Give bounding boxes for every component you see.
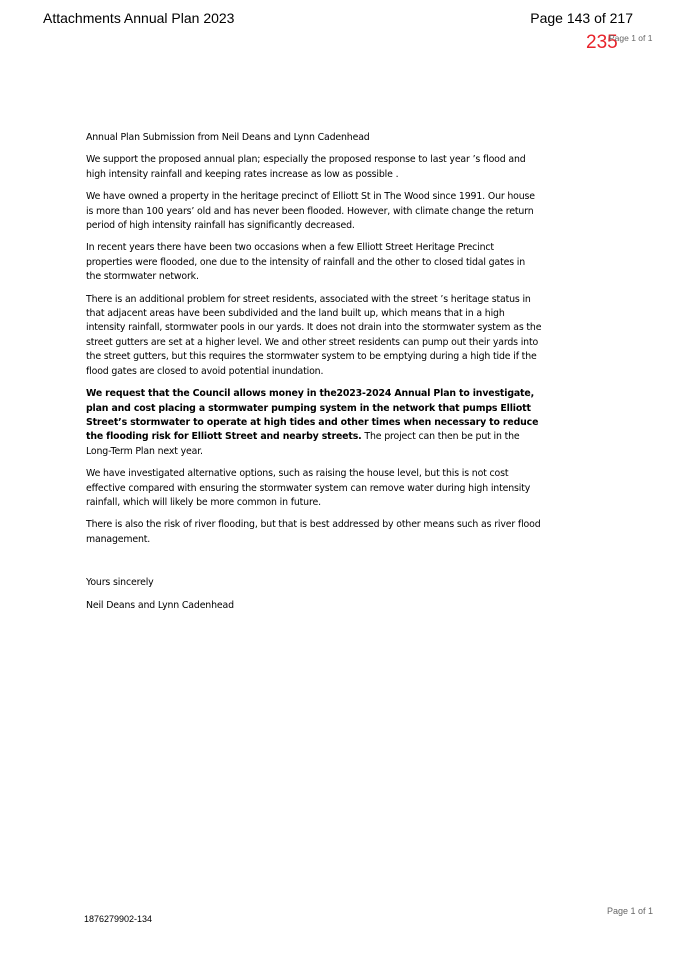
document-header-title: Attachments Annual Plan 2023 [43,10,235,26]
letter-paragraph: We support the proposed annual plan; especially the proposed response to last year ’s flood and high intensity rainfall and keeping rates increase as low as possible . [86,154,526,180]
request-bold-text: We request that the Council allows money in the2023-2024 Annual Plan to investigate, plan and cost placing a stormwater pumping system in the network that pumps Elliott Street’s stormwater to operate at high tides and other times when necessary to reduce the flooding risk for Elliott Street and nearby streets. [86,388,539,443]
letter-heading: Annual Plan Submission from Neil Deans and Lynn Cadenhead [86,132,370,143]
letter-request-paragraph [86,387,542,459]
footer-doc-id: 1876279902-134 [84,914,153,924]
request-normal-text: The project can then be put in the Long-Term Plan next year. [86,431,520,457]
footer-page-label: Page 1 of 1 [606,906,653,916]
letter-paragraph: In recent years there have been two occasions when a few Elliott Street Heritage Precinct properties were flooded, one due to the intensity of rainfall and the other to closed tidal gates in the stormwater network. [86,242,526,283]
page-stamp-number: 235 [586,32,618,53]
letter-paragraph: There is an additional problem for street residents, associated with the street ’s heritage status in that adjacent areas have been subdivided and the land built up, which means that in a high intensity rainfall, stormwater pools in our yards. It does not drain into the stormwater system as the street gutters are set at a higher level. We and other street residents can pump out their yards into the street gutters, but this requires the stormwater system to be emptying during a high tide if the flood gates are closed to avoid potential inundation. [86,293,542,377]
letter-paragraph: We have owned a property in the heritage precinct of Elliott St in The Wood since 1991. Our house is more than 100 years’ old and has never been flooded. However, with climate change the return period of high intensity rainfall has significantly decreased. [86,191,535,232]
letter-paragraph: We have investigated alternative options, such as raising the house level, but this is not cost effective compared with ensuring the stormwater system can remove water during high intensity rainfall, which will likely be more common in future. [86,468,531,508]
letter-closing: Yours sincerely [86,577,154,589]
spacer [86,555,542,576]
letter-signature: Neil Deans and Lynn Cadenhead [86,599,234,611]
letter-body [86,131,542,621]
letter-paragraph: There is also the risk of river flooding, but that is best addressed by other means such as river flood management. [86,519,541,545]
document-page-number: Page 143 of 217 [530,10,633,26]
page-stamp-label: Page 1 of 1 [609,33,653,43]
